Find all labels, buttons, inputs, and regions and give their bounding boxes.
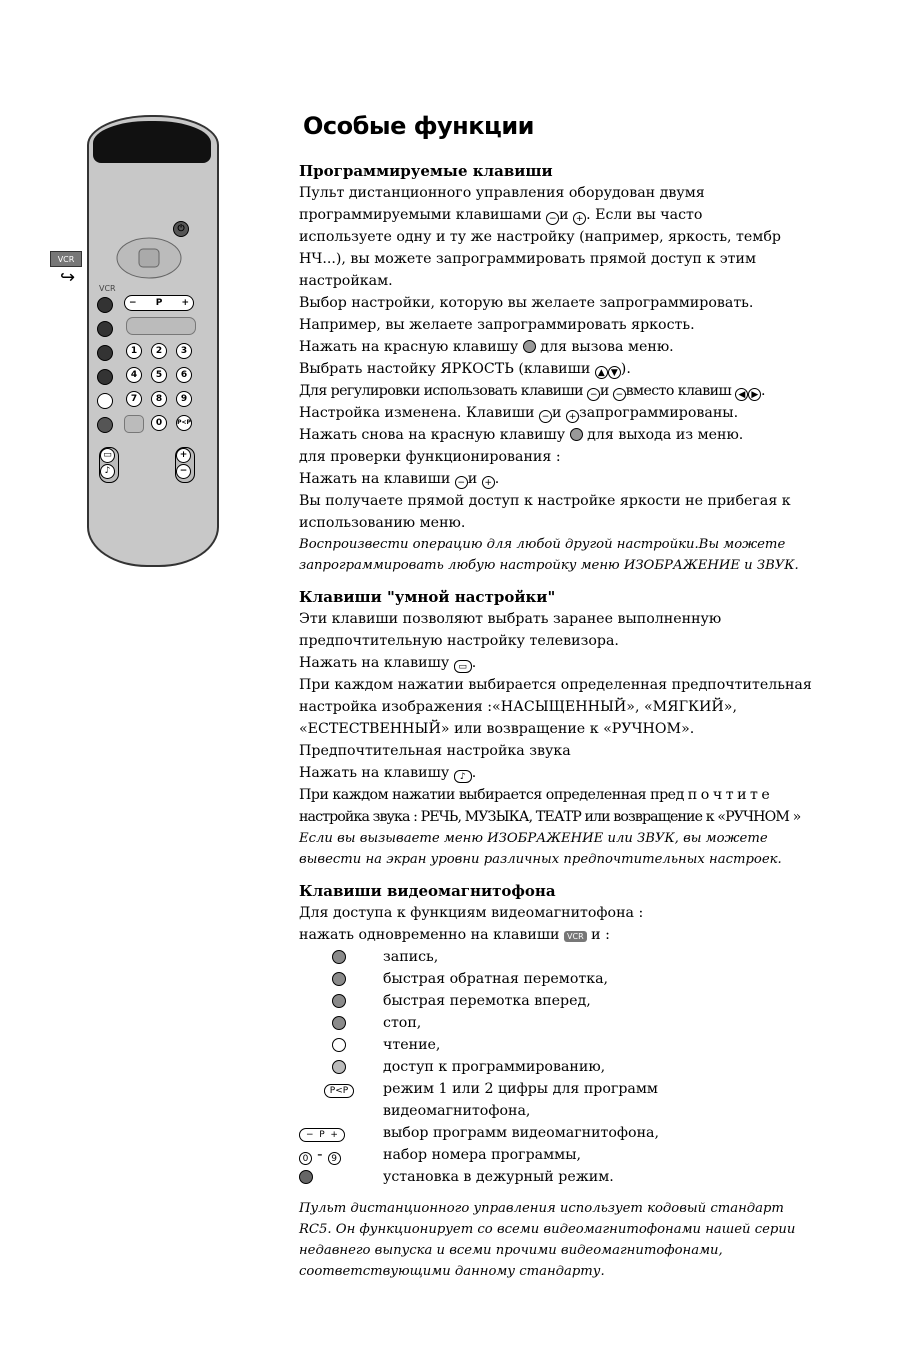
smart-buttons-left: [99, 447, 119, 483]
digit-2-button[interactable]: 2: [151, 343, 167, 359]
vcr-rewind-button[interactable]: [97, 321, 113, 337]
program-rocker-label: P: [155, 298, 163, 308]
text-line: Для доступа к функциям видеомагнитофона :: [299, 905, 644, 921]
text-line: Для регулировки использовать клавиши − и − вместо клавиш ◀ ▶ .: [299, 383, 765, 400]
digit-1-button[interactable]: 1: [126, 343, 142, 359]
prog-plus-button[interactable]: +: [176, 448, 191, 463]
text-line: При каждом нажатии выбирается определенная предпочтительная: [299, 677, 812, 693]
plus-key-icon: +: [566, 410, 579, 423]
digit-8-button[interactable]: 8: [151, 391, 167, 407]
vcr-callout-label: VCR: [50, 251, 82, 267]
minus-key-icon: −: [539, 410, 552, 423]
vcr-function-row: доступ к программированию,: [299, 1056, 859, 1078]
digit-6-button[interactable]: 6: [176, 367, 192, 383]
text-line: предпочтительную настройку телевизора.: [299, 633, 619, 649]
digit-7-button[interactable]: 7: [126, 391, 142, 407]
vcr-stop-button[interactable]: [97, 369, 113, 385]
program-key-icon: [332, 1060, 346, 1074]
red-key-icon: [570, 428, 583, 441]
vcr-function-row: быстрая перемотка вперед,: [299, 990, 859, 1012]
vcr-function-row: установка в дежурный режим.: [299, 1166, 859, 1188]
smart-sound-button[interactable]: ♪: [100, 464, 115, 479]
note-line: соответствующими данному стандарту.: [299, 1264, 605, 1279]
note-line: Пульт дистанционного управления использует кодовый стандарт: [299, 1201, 784, 1216]
plus-key-icon: +: [482, 476, 495, 489]
note-line: RC5. Он функционирует со всеми видеомагнитофонами нашей серии: [299, 1222, 796, 1237]
text-line: нажать одновременно на клавиши VCR и :: [299, 927, 610, 943]
section-smart-heading: Клавиши "умной настройки": [299, 588, 556, 606]
plus-icon: +: [181, 298, 189, 308]
text-line: Нажать снова на красную клавишу для выхода из меню.: [299, 427, 744, 443]
note-line: запрограммировать любую настройку меню ИЗОБРАЖЕНИЕ и ЗВУК.: [299, 558, 799, 573]
play-key-icon: [332, 1038, 346, 1052]
section-vcr-heading: Клавиши видеомагнитофона: [299, 882, 556, 900]
remote-ir-window: [93, 121, 211, 163]
vcr-function-row: − P + выбор программ видеомагнитофона,: [299, 1122, 859, 1144]
digit-9-icon: 9: [328, 1152, 341, 1165]
cursor-pad: [114, 235, 184, 281]
vcr-function-row: P<P режим 1 или 2 цифры для программ: [299, 1078, 859, 1100]
forward-key-icon: [332, 994, 346, 1008]
vcr-function-row: чтение,: [299, 1034, 859, 1056]
program-keys-right: [175, 447, 195, 483]
vcr-play-button[interactable]: [97, 393, 113, 409]
pp-button[interactable]: P<P: [176, 415, 192, 431]
vcr-program-button[interactable]: [97, 417, 113, 433]
text-line: «ЕСТЕСТВЕННЫЙ» или возвращение к «РУЧНОМ».: [299, 721, 695, 737]
up-arrow-icon: ▲: [595, 366, 608, 379]
digit-4-button[interactable]: 4: [126, 367, 142, 383]
note-line: вывести на экран уровни различных предпочтительных настроек.: [299, 852, 782, 867]
remote-body: [87, 115, 219, 567]
down-arrow-icon: ▼: [608, 366, 621, 379]
text-line: программируемыми клавишами − и + . Если вы часто: [299, 207, 703, 224]
note-line: Воспроизвести операцию для любой другой настройки.Вы можете: [299, 537, 786, 552]
text-line: Выбрать настойку ЯРКОСТЬ (клавиши ▲ ▼ ).: [299, 361, 631, 378]
program-rocker[interactable]: [124, 295, 194, 311]
text-line: использованию меню.: [299, 515, 466, 531]
vcr-label-small: VCR: [99, 284, 116, 293]
text-line: Нажать на клавишу ▭ .: [299, 655, 477, 672]
text-line: Нажать на красную клавишу для вызова меню.: [299, 339, 674, 355]
vcr-record-button[interactable]: [97, 297, 113, 313]
text-line: Предпочтительная настройка звука: [299, 743, 571, 759]
digit-5-button[interactable]: 5: [151, 367, 167, 383]
text-line: Нажать на клавишу ♪ .: [299, 765, 477, 782]
text-line: Вы получаете прямой доступ к настройке яркости не прибегая к: [299, 493, 791, 509]
right-arrow-icon: ▶: [748, 388, 761, 401]
plus-key-icon: +: [573, 212, 586, 225]
text-line: настройкам.: [299, 273, 393, 289]
stop-key-icon: [332, 1016, 346, 1030]
text-line: Например, вы желаете запрограммировать яркость.: [299, 317, 695, 333]
vcr-function-row: видеомагнитофона,: [383, 1103, 531, 1119]
text-line: используете одну и ту же настройку (например, яркость, тембр: [299, 229, 781, 245]
remote-illustration: [50, 115, 230, 575]
remote-slot: [126, 317, 196, 335]
minus-icon: −: [129, 298, 137, 308]
note-line: недавнего выпуска и всеми прочими видеомагнитофонами,: [299, 1243, 723, 1258]
pp-key-icon: P<P: [324, 1084, 354, 1098]
standby-key-icon: [299, 1170, 313, 1184]
p-rocker-icon: − P +: [299, 1128, 345, 1142]
rewind-key-icon: [332, 972, 346, 986]
prog-minus-button[interactable]: −: [176, 464, 191, 479]
vcr-function-row: стоп,: [299, 1012, 859, 1034]
text-line: Эти клавиши позволяют выбрать заранее выполненную: [299, 611, 722, 627]
text-line: настройка изображения :«НАСЫЩЕННЫЙ», «МЯГКИЙ»,: [299, 699, 737, 715]
smart-picture-icon: ▭: [454, 660, 472, 673]
smart-sound-icon: ♪: [454, 770, 472, 783]
section-programmable-heading: Программируемые клавиши: [299, 162, 553, 180]
note-line: Если вы вызываете меню ИЗОБРАЖЕНИЕ или ЗВУК, вы можете: [299, 831, 768, 846]
text-line: настройка звука : РЕЧЬ, МУЗЫКА, ТЕАТР или возвращение к «РУЧНОМ »: [299, 809, 801, 825]
content-column: [299, 112, 859, 1282]
text-line: Выбор настройки, которую вы желаете запрограммировать.: [299, 295, 754, 311]
red-key-icon: [523, 340, 536, 353]
vcr-function-row: запись,: [299, 946, 859, 968]
page-title: Особые функции: [303, 112, 534, 140]
digit-9-button[interactable]: 9: [176, 391, 192, 407]
text-line: НЧ...), вы можете запрограммировать прямой доступ к этим: [299, 251, 756, 267]
vcr-key-icon: VCR: [564, 931, 587, 942]
minus-key-icon: −: [546, 212, 559, 225]
record-key-icon: [332, 950, 346, 964]
left-arrow-icon: ◀: [735, 388, 748, 401]
minus-key-icon: −: [455, 476, 468, 489]
digit-0-button[interactable]: 0: [151, 415, 167, 431]
text-line: Пульт дистанционного управления оборудован двумя: [299, 185, 705, 201]
text-line: Настройка изменена. Клавиши − и + запрограммированы.: [299, 405, 739, 422]
text-line: Нажать на клавиши − и + .: [299, 471, 500, 488]
digit-3-button[interactable]: 3: [176, 343, 192, 359]
vcr-arrow-icon: ↪: [60, 267, 76, 288]
remote-small-slot: [124, 415, 144, 433]
vcr-forward-button[interactable]: [97, 345, 113, 361]
digit-0-icon: 0: [299, 1152, 312, 1165]
standby-button[interactable]: ⏻: [173, 221, 189, 237]
vcr-function-row: быстрая обратная перемотка,: [299, 968, 859, 990]
smart-picture-button[interactable]: ▭: [100, 448, 115, 463]
vcr-function-row: 0 - 9 набор номера программы,: [299, 1144, 859, 1166]
minus-key-icon: −: [587, 388, 600, 401]
text-line: для проверки функционирования :: [299, 449, 561, 465]
minus-key-icon: −: [613, 388, 626, 401]
text-line: При каждом нажатии выбирается определенная пред п о ч т и т е: [299, 787, 770, 803]
